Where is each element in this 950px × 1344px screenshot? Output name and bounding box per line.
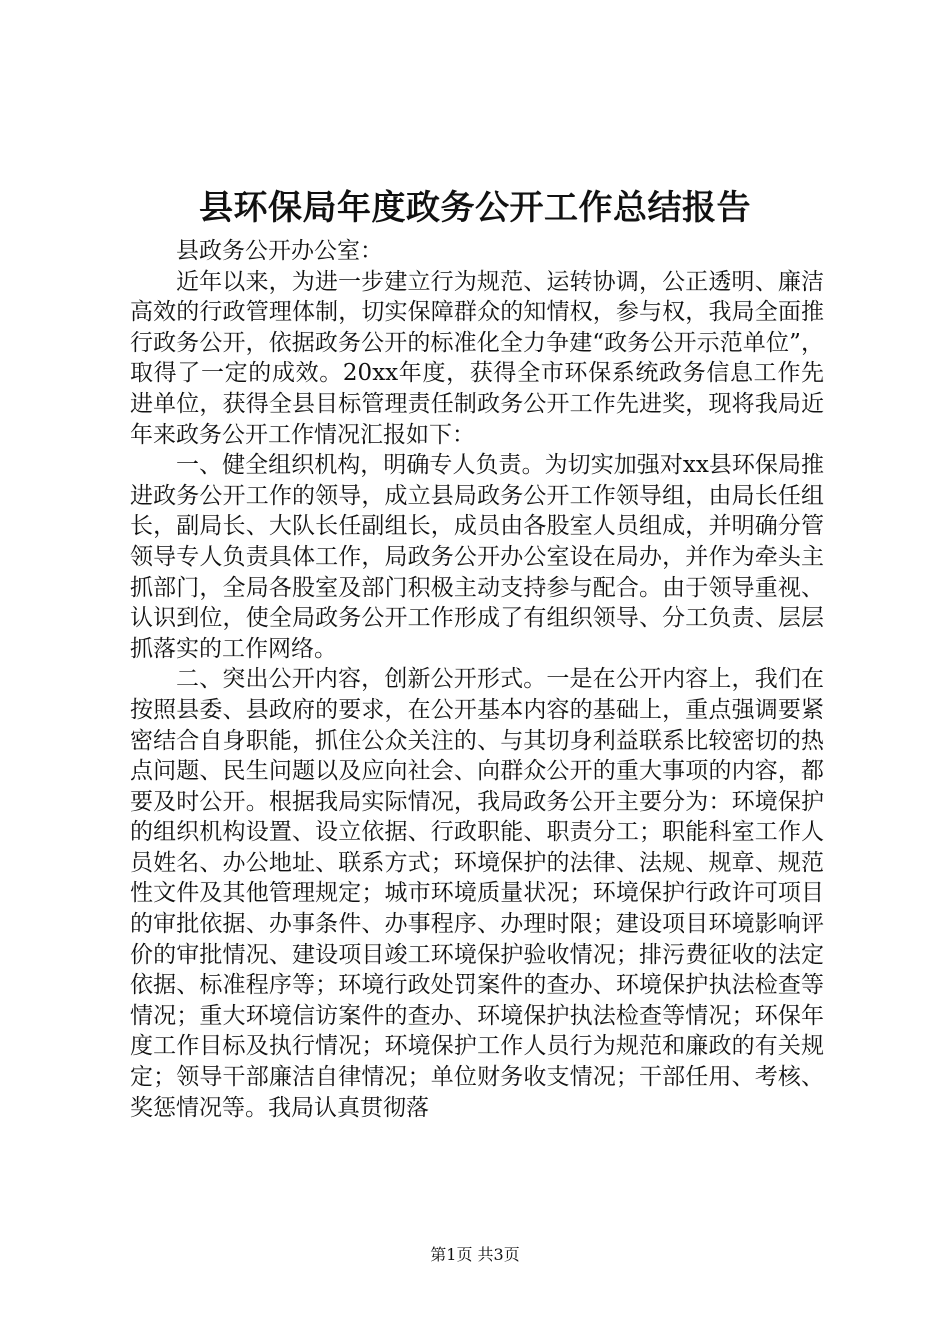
paragraph-intro: 近年以来，为进一步建立行为规范、运转协调，公正透明、廉洁高效的行政管理体制，切实保障群众的知情权，参与权，我局全面推行政务公开，依据政务公开的标准化全力争建“政务公开示范单位”，取得了一定的成效。20xx年度，获得全市环保系统政务信息工作先进单位，获得全县目标管理责任制政务公开工作先进奖，现将我局近年来政务公开工作情况汇报如下： (130, 268, 824, 448)
paragraph-section-1: 一、健全组织机构，明确专人负责。为切实加强对xx县环保局推进政务公开工作的领导，成立县局政务公开工作领导组，由局长任组长，副局长、大队长任副组长，成员由各股室人员组成，并明确分管领导专人负责具体工作，局政务公开办公室设在局办，并作为牵头主抓部门，全局各股室及部门积极主动支持参与配合。由于领导重视、认识到位，使全局政务公开工作形成了有组织领导、分工负责、层层抓落实的工作网络。 (130, 452, 824, 662)
document-title: 县环保局年度政务公开工作总结报告 (199, 188, 751, 228)
page-footer: 第1页 共3页 (430, 1245, 520, 1264)
salutation: 县政务公开办公室： (176, 238, 383, 264)
paragraph-section-2: 二、突出公开内容，创新公开形式。一是在公开内容上，我们在按照县委、县政府的要求，在公开基本内容的基础上，重点强调要紧密结合自身职能，抓住公众关注的、与其切身利益联系比较密切的热点问题、民生问题以及应向社会、向群众公开的重大事项的内容，都要及时公开。根据我局实际情况，我局政务公开主要分为：环境保护的组织机构设置、设立依据、行政职能、职责分工；职能科室工作人员姓名、办公地址、联系方式；环境保护的法律、法规、规章、规范性文件及其他管理规定；城市环境质量状况；环境保护行政许可项目的审批依据、办事条件、办事程序、办理时限；建设项目环境影响评价的审批情况、建设项目竣工环境保护验收情况；排污费征收的法定依据、标准程序等；环境行政处罚案件的查办、环境保护执法检查等情况；重大环境信访案件的查办、环境保护执法检查等情况；环保年度工作目标及执行情况；环境保护工作人员行为规范和廉政的有关规定；领导干部廉洁自律情况；单位财务收支情况；干部任用、考核、奖惩情况等。我局认真贯彻落 (130, 666, 824, 1121)
document-body (130, 236, 824, 1123)
